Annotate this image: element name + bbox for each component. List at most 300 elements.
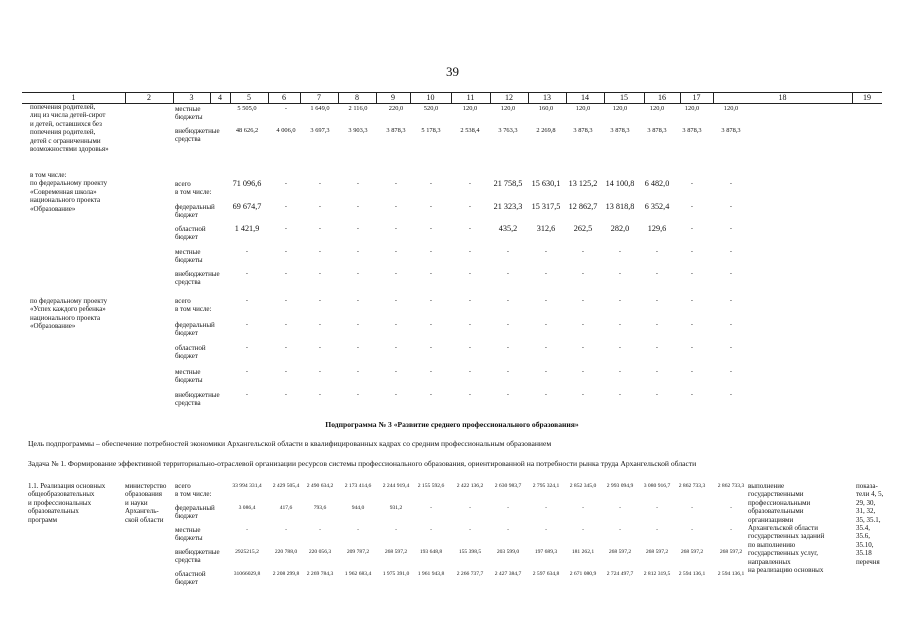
header-divider bbox=[713, 93, 714, 103]
value-cell: - bbox=[690, 320, 694, 328]
value-cell: 435,2 bbox=[498, 224, 518, 233]
value-cell: - bbox=[284, 367, 288, 375]
value-cell: 160,0 bbox=[538, 105, 554, 112]
value-cell: - bbox=[429, 180, 433, 187]
funding-source: всего bbox=[175, 482, 191, 490]
value-cell: - bbox=[690, 202, 694, 210]
column-header-18: 18 bbox=[778, 93, 787, 102]
value-cell: - bbox=[582, 505, 584, 511]
result-text: государственных заданий bbox=[748, 532, 825, 541]
value-cell: - bbox=[285, 527, 287, 533]
value-cell: - bbox=[284, 225, 288, 232]
value-cell: - bbox=[245, 367, 249, 375]
value-cell: - bbox=[655, 391, 659, 398]
value-cell: 1 961 943,8 bbox=[417, 571, 445, 577]
value-cell: 2 490 634,2 bbox=[306, 483, 334, 489]
value-cell: - bbox=[394, 180, 398, 187]
result-text: по выполнению bbox=[748, 540, 796, 549]
value-cell: - bbox=[356, 247, 360, 255]
value-cell: - bbox=[507, 505, 509, 511]
row-label: 1.1. Реализация основных bbox=[28, 482, 106, 490]
column-header-11: 11 bbox=[466, 93, 475, 102]
result-text: образовательными bbox=[748, 507, 804, 516]
value-cell: - bbox=[318, 344, 322, 351]
header-divider bbox=[490, 93, 491, 103]
indicator-text: перечня bbox=[856, 557, 880, 566]
value-cell: - bbox=[468, 367, 472, 375]
value-cell: - bbox=[729, 320, 733, 328]
value-cell: - bbox=[245, 344, 249, 351]
row-label: «Образование» bbox=[30, 204, 76, 213]
value-cell: - bbox=[394, 344, 398, 351]
value-cell: 520,0 bbox=[423, 105, 439, 112]
value-cell: - bbox=[395, 527, 397, 533]
indicator-text: 35.10, bbox=[856, 540, 874, 549]
value-cell: 3 086,4 bbox=[238, 505, 256, 511]
value-cell: 120,0 bbox=[575, 105, 591, 112]
value-cell: - bbox=[544, 391, 548, 398]
row-label: попечения родителей, bbox=[30, 103, 96, 111]
value-cell: 15 630,1 bbox=[531, 179, 561, 188]
value-cell: - bbox=[581, 391, 585, 398]
value-cell: - bbox=[690, 180, 694, 187]
value-cell: 193 648,8 bbox=[419, 549, 443, 555]
indicator-text: 35.4, bbox=[856, 524, 870, 532]
value-cell: - bbox=[729, 367, 733, 375]
executor: ской области bbox=[125, 515, 164, 524]
value-cell: 21 758,5 bbox=[493, 179, 523, 188]
column-header-3: 3 bbox=[189, 93, 194, 102]
value-cell: 71 096,6 bbox=[232, 179, 262, 188]
value-cell: 2 269,8 bbox=[536, 127, 556, 134]
row-label: лиц из числа детей-сирот bbox=[30, 111, 106, 120]
result-text: государственными bbox=[748, 490, 804, 499]
header-divider bbox=[300, 93, 301, 103]
funding-source: средства bbox=[175, 399, 201, 408]
column-header-7: 7 bbox=[317, 93, 321, 102]
value-cell: - bbox=[430, 505, 432, 511]
value-cell: 2 594 136,1 bbox=[678, 571, 706, 577]
value-cell: 2 597 634,8 bbox=[532, 571, 560, 577]
column-header-5: 5 bbox=[247, 93, 251, 102]
row-label: попечения родителей, bbox=[30, 128, 96, 137]
value-cell: - bbox=[284, 247, 288, 255]
value-cell: - bbox=[394, 320, 398, 328]
value-cell: - bbox=[394, 391, 398, 398]
funding-source: внебюджетные bbox=[175, 127, 220, 135]
value-cell: 1 962 683,4 bbox=[344, 571, 372, 577]
result-text: выполнение bbox=[748, 482, 785, 490]
value-cell: - bbox=[356, 202, 360, 210]
value-cell: - bbox=[284, 105, 288, 112]
funding-source: всего bbox=[175, 180, 191, 188]
value-cell: - bbox=[356, 180, 360, 187]
header-divider bbox=[376, 93, 377, 103]
header-divider bbox=[210, 93, 211, 103]
value-cell: - bbox=[394, 202, 398, 210]
subprogram-goal: Цель подпрограммы – обеспечение потребностей экономики Архангельской области в квалифицированных кадрах со средним профессиональным образованием bbox=[28, 439, 552, 448]
value-cell: 2 427 384,7 bbox=[494, 571, 522, 577]
value-cell: - bbox=[356, 270, 360, 277]
value-cell: 2 244 919,4 bbox=[382, 483, 410, 489]
value-cell: - bbox=[544, 270, 548, 277]
subprogram-title: Подпрограмма № 3 «Развитие среднего профессионального образования» bbox=[325, 420, 579, 429]
row-label: и профессиональных bbox=[28, 498, 92, 507]
value-cell: - bbox=[245, 320, 249, 328]
row-label: национального проекта bbox=[30, 196, 101, 205]
value-cell: - bbox=[655, 270, 659, 277]
value-cell: - bbox=[245, 247, 249, 255]
value-cell: 31066029,8 bbox=[233, 571, 261, 577]
row-label: в том числе: bbox=[30, 171, 67, 179]
value-cell: 2 208 299,8 bbox=[272, 571, 300, 577]
funding-source: внебюджетные bbox=[175, 391, 220, 399]
value-cell: 2 862 733,3 bbox=[678, 483, 706, 489]
result-text: государственных услуг, bbox=[748, 549, 819, 558]
value-cell: - bbox=[618, 297, 622, 304]
value-cell: 2 538,4 bbox=[460, 127, 480, 134]
value-cell: 129,6 bbox=[647, 224, 667, 233]
value-cell: 262,5 bbox=[573, 224, 593, 233]
header-divider bbox=[451, 93, 452, 103]
value-cell: - bbox=[318, 320, 322, 328]
row-label: детей с ограниченными bbox=[30, 136, 101, 145]
value-cell: - bbox=[356, 391, 360, 398]
column-header-19: 19 bbox=[863, 93, 871, 102]
funding-source: федеральный bbox=[175, 320, 215, 329]
value-cell: - bbox=[394, 367, 398, 375]
value-cell: 417,6 bbox=[279, 505, 293, 511]
value-cell: - bbox=[544, 247, 548, 255]
value-cell: 2 724 497,7 bbox=[606, 571, 634, 577]
value-cell: - bbox=[356, 367, 360, 375]
value-cell: - bbox=[690, 225, 694, 232]
value-cell: 268 597,2 bbox=[384, 549, 408, 555]
value-cell: - bbox=[544, 297, 548, 304]
header-divider bbox=[125, 93, 126, 103]
funding-source: всего bbox=[175, 297, 191, 305]
value-cell: 120,0 bbox=[684, 105, 700, 112]
value-cell: 268 597,2 bbox=[719, 549, 743, 555]
value-cell: 3 878,3 bbox=[610, 127, 630, 134]
value-cell: - bbox=[430, 527, 432, 533]
value-cell: - bbox=[284, 270, 288, 277]
value-cell: - bbox=[690, 367, 694, 375]
value-cell: 12 862,7 bbox=[568, 201, 598, 211]
value-cell: - bbox=[318, 270, 322, 277]
value-cell: - bbox=[730, 505, 732, 511]
value-cell: - bbox=[656, 527, 658, 533]
column-header-10: 10 bbox=[426, 93, 435, 102]
value-cell: - bbox=[284, 320, 288, 328]
value-cell: 21 323,3 bbox=[493, 201, 523, 211]
value-cell: - bbox=[245, 270, 249, 277]
value-cell: - bbox=[284, 297, 288, 304]
value-cell: - bbox=[618, 391, 622, 398]
value-cell: - bbox=[245, 391, 249, 398]
value-cell: 2 594 136,1 bbox=[717, 571, 745, 577]
row-label: и детей, оставшихся без bbox=[30, 119, 102, 128]
value-cell: - bbox=[690, 247, 694, 255]
funding-source: средства bbox=[175, 135, 201, 144]
value-cell: 2 862 733,3 bbox=[717, 483, 745, 489]
value-cell: 931,2 bbox=[389, 505, 403, 511]
executor: Архангель- bbox=[125, 507, 159, 516]
result-text: организациями bbox=[748, 515, 794, 524]
value-cell: 220 788,0 bbox=[274, 549, 298, 555]
value-cell: 268 597,2 bbox=[680, 549, 704, 555]
value-cell: - bbox=[655, 320, 659, 328]
header-divider bbox=[644, 93, 645, 103]
funding-source: в том числе: bbox=[175, 305, 212, 314]
value-cell: - bbox=[656, 505, 658, 511]
value-cell: - bbox=[729, 180, 733, 187]
funding-source: местные bbox=[175, 526, 201, 534]
executor: и науки bbox=[125, 498, 148, 507]
value-cell: 2 173 414,6 bbox=[344, 483, 372, 489]
funding-source: бюджеты bbox=[175, 255, 203, 264]
value-cell: - bbox=[619, 527, 621, 533]
value-cell: - bbox=[544, 344, 548, 351]
result-text: профессиональными bbox=[748, 498, 811, 507]
row-label: программ bbox=[28, 515, 58, 524]
value-cell: - bbox=[468, 247, 472, 255]
value-cell: - bbox=[356, 320, 360, 328]
funding-source: местные bbox=[175, 367, 201, 376]
value-cell: - bbox=[506, 270, 510, 277]
value-cell: - bbox=[429, 391, 433, 398]
value-cell: 312,6 bbox=[536, 224, 556, 233]
value-cell: - bbox=[729, 391, 733, 398]
value-cell: - bbox=[429, 202, 433, 210]
value-cell: - bbox=[284, 344, 288, 351]
value-cell: - bbox=[468, 320, 472, 328]
value-cell: - bbox=[655, 367, 659, 375]
value-cell: - bbox=[318, 367, 322, 375]
value-cell: - bbox=[655, 247, 659, 255]
column-header-6: 6 bbox=[282, 93, 286, 102]
funding-source: областной bbox=[175, 570, 206, 578]
funding-source: средства bbox=[175, 278, 201, 287]
value-cell: - bbox=[318, 225, 322, 232]
value-cell: 209 787,2 bbox=[346, 549, 370, 555]
value-cell: 3 878,3 bbox=[682, 127, 702, 134]
value-cell: - bbox=[581, 320, 585, 328]
value-cell: - bbox=[394, 270, 398, 277]
value-cell: - bbox=[506, 391, 510, 398]
value-cell: - bbox=[691, 505, 693, 511]
value-cell: - bbox=[544, 367, 548, 375]
value-cell: 2 630 983,7 bbox=[494, 483, 522, 489]
funding-source: областной bbox=[175, 225, 206, 233]
table-header-row bbox=[22, 92, 882, 104]
column-header-17: 17 bbox=[692, 93, 701, 102]
value-cell: 268 597,2 bbox=[645, 549, 669, 555]
column-header-13: 13 bbox=[543, 93, 551, 102]
indicator-text: 29, 30, bbox=[856, 498, 876, 507]
value-cell: - bbox=[468, 270, 472, 277]
value-cell: 793,6 bbox=[313, 505, 327, 511]
value-cell: 14 100,8 bbox=[605, 179, 635, 188]
column-header-8: 8 bbox=[355, 93, 359, 102]
value-cell: 1 975 391,0 bbox=[382, 571, 410, 577]
result-text: направленных bbox=[748, 557, 791, 566]
value-cell: - bbox=[284, 180, 288, 187]
value-cell: 2 422 136,2 bbox=[456, 483, 484, 489]
value-cell: - bbox=[691, 527, 693, 533]
value-cell: - bbox=[506, 297, 510, 304]
value-cell: - bbox=[356, 225, 360, 232]
value-cell: 33 994 331,4 bbox=[232, 483, 262, 489]
value-cell: 4 006,0 bbox=[276, 127, 296, 134]
value-cell: - bbox=[429, 344, 433, 351]
value-cell: 2 269 784,3 bbox=[306, 571, 334, 577]
value-cell: 1 421,9 bbox=[234, 224, 260, 233]
value-cell: 120,0 bbox=[500, 105, 516, 112]
value-cell: - bbox=[356, 297, 360, 304]
executor: министерство bbox=[125, 482, 167, 490]
value-cell: - bbox=[690, 391, 694, 398]
funding-source: федеральный bbox=[175, 202, 215, 211]
value-cell: 2 852 345,0 bbox=[569, 483, 597, 489]
indicator-text: показа- bbox=[856, 482, 878, 490]
row-label: «Современная школа» bbox=[30, 187, 97, 196]
header-divider bbox=[338, 93, 339, 103]
row-label: национального проекта bbox=[30, 313, 101, 322]
value-cell: - bbox=[394, 225, 398, 232]
column-header-2: 2 bbox=[147, 93, 151, 102]
value-cell: 120,0 bbox=[462, 105, 478, 112]
value-cell: 1 649,0 bbox=[310, 105, 330, 112]
funding-source: местные bbox=[175, 105, 201, 113]
value-cell: - bbox=[469, 505, 471, 511]
funding-source: внебюджетные bbox=[175, 548, 220, 556]
funding-source: бюджеты bbox=[175, 534, 203, 543]
value-cell: 3 878,3 bbox=[386, 127, 406, 134]
page-number: 39 bbox=[446, 64, 459, 79]
value-cell: 155 398,5 bbox=[458, 549, 482, 555]
value-cell: - bbox=[619, 505, 621, 511]
value-cell: - bbox=[582, 527, 584, 533]
value-cell: - bbox=[469, 527, 471, 533]
value-cell: - bbox=[618, 270, 622, 277]
value-cell: - bbox=[357, 527, 359, 533]
value-cell: - bbox=[506, 320, 510, 328]
funding-source: внебюджетные bbox=[175, 270, 220, 278]
value-cell: - bbox=[690, 297, 694, 304]
value-cell: 282,0 bbox=[610, 224, 630, 233]
value-cell: - bbox=[618, 320, 622, 328]
executor: образования bbox=[125, 490, 162, 499]
value-cell: - bbox=[506, 344, 510, 351]
value-cell: - bbox=[356, 344, 360, 351]
value-cell: 3 903,3 bbox=[348, 127, 368, 134]
value-cell: - bbox=[729, 297, 733, 304]
funding-source: местные bbox=[175, 247, 201, 256]
value-cell: - bbox=[507, 527, 509, 533]
row-label: общеобразовательных bbox=[28, 490, 95, 499]
value-cell: - bbox=[468, 180, 472, 187]
header-divider bbox=[528, 93, 529, 103]
funding-source: бюджеты bbox=[175, 375, 203, 384]
funding-source: бюджеты bbox=[175, 113, 203, 122]
value-cell: - bbox=[618, 247, 622, 255]
value-cell: 944,0 bbox=[351, 505, 365, 511]
funding-source: бюджет bbox=[175, 233, 198, 242]
value-cell: - bbox=[318, 202, 322, 210]
header-divider bbox=[230, 93, 231, 103]
value-cell: 2 155 592,6 bbox=[417, 483, 445, 489]
column-header-15: 15 bbox=[620, 93, 628, 102]
indicator-text: 35.6, bbox=[856, 532, 870, 541]
header-divider bbox=[680, 93, 681, 103]
column-header-1: 1 bbox=[71, 93, 76, 102]
indicator-text: тели 4, 5, bbox=[856, 490, 884, 499]
value-cell: 2 266 737,7 bbox=[456, 571, 484, 577]
value-cell: - bbox=[730, 527, 732, 533]
value-cell: 13 818,8 bbox=[605, 201, 635, 211]
value-cell: 48 626,2 bbox=[235, 127, 259, 134]
value-cell: 220,0 bbox=[388, 105, 404, 112]
value-cell: 2 671 080,9 bbox=[569, 571, 597, 577]
column-header-9: 9 bbox=[391, 93, 395, 102]
value-cell: 3 878,3 bbox=[647, 127, 667, 134]
header-divider bbox=[173, 93, 174, 103]
value-cell: 203 599,0 bbox=[496, 549, 520, 555]
value-cell: 120,0 bbox=[723, 105, 739, 112]
value-cell: 3 878,3 bbox=[721, 127, 741, 134]
value-cell: - bbox=[581, 367, 585, 375]
value-cell: 2 795 324,1 bbox=[532, 483, 560, 489]
column-header-16: 16 bbox=[658, 93, 666, 102]
value-cell: - bbox=[690, 270, 694, 277]
value-cell: - bbox=[468, 202, 472, 210]
value-cell: 69 674,7 bbox=[232, 201, 262, 211]
header-divider bbox=[410, 93, 411, 103]
value-cell: - bbox=[429, 320, 433, 328]
value-cell: - bbox=[429, 225, 433, 232]
value-cell: 2 993 094,9 bbox=[606, 483, 634, 489]
funding-source: в том числе: bbox=[175, 188, 212, 197]
funding-source: бюджет bbox=[175, 578, 198, 587]
value-cell: 3 763,3 bbox=[498, 127, 518, 134]
column-header-4: 4 bbox=[218, 93, 222, 102]
value-cell: - bbox=[318, 297, 322, 304]
value-cell: - bbox=[506, 367, 510, 375]
value-cell: 181 262,1 bbox=[571, 549, 595, 555]
funding-source: бюджет bbox=[175, 210, 198, 219]
value-cell: - bbox=[429, 297, 433, 304]
indicator-text: 31, 32, bbox=[856, 507, 876, 516]
row-label: по федеральному проекту bbox=[30, 179, 108, 188]
value-cell: - bbox=[468, 225, 472, 232]
column-header-12: 12 bbox=[505, 93, 513, 102]
value-cell: - bbox=[284, 202, 288, 210]
value-cell: 5 178,3 bbox=[421, 127, 441, 134]
value-cell: - bbox=[618, 367, 622, 375]
value-cell: - bbox=[544, 320, 548, 328]
value-cell: - bbox=[429, 270, 433, 277]
value-cell: 2 116,0 bbox=[348, 105, 368, 112]
funding-source: федеральный bbox=[175, 504, 215, 512]
value-cell: 220 056,3 bbox=[308, 549, 332, 555]
value-cell: - bbox=[318, 247, 322, 255]
value-cell: - bbox=[655, 344, 659, 351]
indicator-text: 35, 35.1, bbox=[856, 515, 881, 524]
funding-source: средства bbox=[175, 556, 201, 565]
value-cell: - bbox=[581, 247, 585, 255]
value-cell: - bbox=[394, 297, 398, 304]
